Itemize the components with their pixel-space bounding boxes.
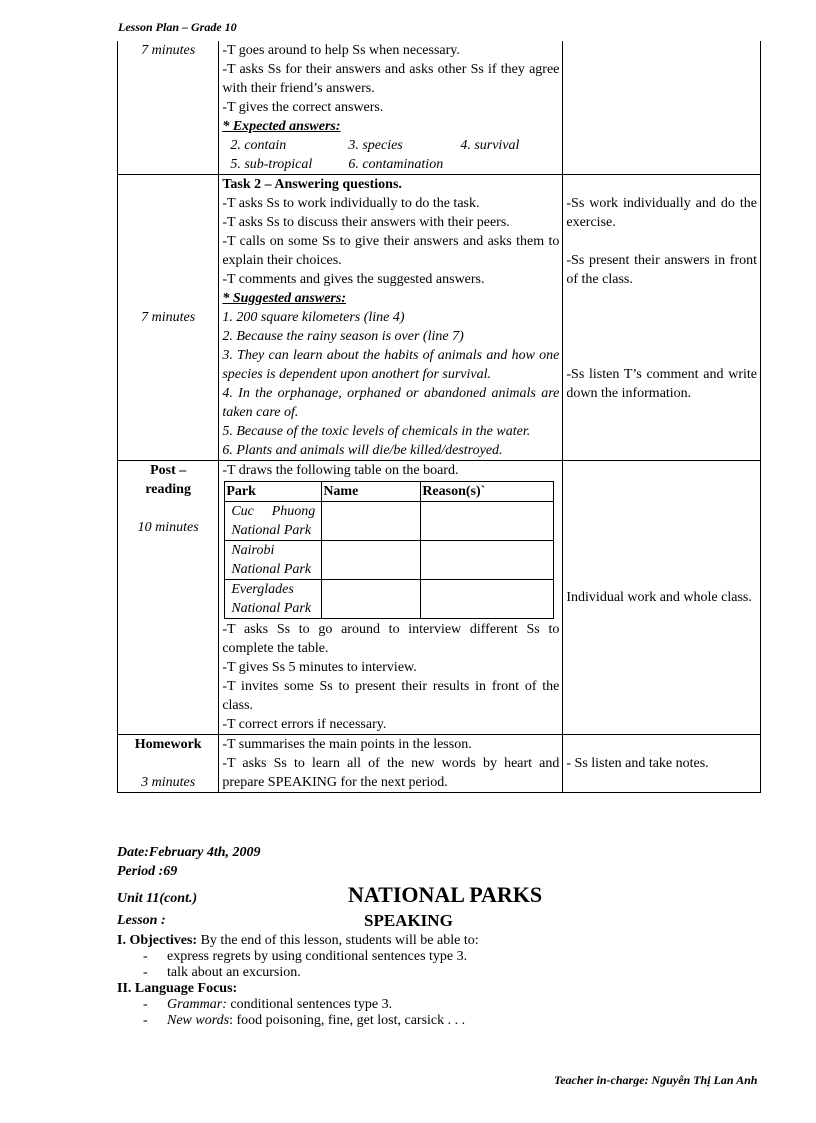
date-line: Date:February 4th, 2009 (117, 845, 261, 860)
words-label: New words (167, 1013, 230, 1028)
page-footer: Teacher in-charge: Nguyễn Thị Lan Anh (554, 1073, 758, 1087)
student-activity: - Ss listen and take notes. (566, 756, 709, 771)
answers-label: * Expected answers: (222, 119, 341, 134)
column-header: Name (322, 482, 421, 502)
student-cell (563, 735, 761, 793)
time-label: 10 minutes (137, 520, 199, 535)
unit-line: Unit 11(cont.) (117, 891, 198, 906)
stage-cell (118, 735, 219, 793)
lesson-table (117, 41, 761, 793)
page-title: NATIONAL PARKS (348, 882, 543, 907)
page-header: Lesson Plan – Grade 10 (118, 20, 237, 34)
answers-line: 2. contain 3. species 4. survival (230, 138, 520, 153)
activity-line: -T calls on some Ss to give their answers and asks them to explain their choices. (222, 234, 560, 268)
table-row (225, 502, 554, 541)
answers-line: 5. sub-tropical 6. contamination (230, 157, 444, 172)
park-name: Everglades National Park (225, 580, 322, 619)
objective-item: express regrets by using conditional sentences type 3. (167, 949, 468, 964)
stage-cell (118, 461, 219, 735)
time-cell (118, 41, 219, 175)
table-row (118, 175, 761, 461)
answer-line: 1. 200 square kilometers (line 4) (222, 310, 405, 325)
page-subtitle: SPEAKING (364, 911, 453, 930)
period-line: Period :69 (117, 864, 178, 879)
objectives-section: I. Objectives: By the end of this lesson, students will be able to: - express regrets by using conditional sentences type 3. - talk about an excursion. II. Language Focus: - Grammar: conditional sentences type 3. - New words: food poisoning, fine, get lost, carsick . . . (117, 933, 757, 1029)
activity-line: -T asks Ss to learn all of the new words by heart and prepare SPEAKING for the next period. (222, 756, 560, 790)
activity-line: -T correct errors if necessary. (222, 717, 387, 732)
table-row (118, 461, 761, 735)
table-row (118, 41, 761, 175)
student-cell (563, 461, 761, 735)
objective-item: talk about an excursion. (167, 965, 301, 980)
teacher-cell (219, 461, 563, 735)
activity-line: -T draws the following table on the board. (222, 463, 459, 478)
table-row (225, 541, 554, 580)
grammar-text: conditional sentences type 3. (230, 997, 393, 1012)
student-activity: Individual work and whole class. (566, 590, 752, 605)
grammar-label: Grammar: (167, 997, 227, 1012)
park-name: Nairobi National Park (225, 541, 322, 580)
stage-label: Homework (134, 737, 202, 752)
answer-line: 4. In the orphanage, orphaned or abandoned animals are taken care of. (222, 386, 560, 420)
answer-line: 6. Plants and animals will die/be killed/destroyed. (222, 443, 503, 458)
student-cell (563, 41, 761, 175)
answer-line: 3. They can learn about the habits of animals and how one species is dependent upon anothert for survival. (222, 348, 560, 382)
answer-line: 5. Because of the toxic levels of chemicals in the water. (222, 424, 531, 439)
table-row (118, 735, 761, 793)
words-text: : food poisoning, fine, get lost, carsick . . . (229, 1013, 466, 1028)
activity-line: -T comments and gives the suggested answers. (222, 272, 485, 287)
activity-line: -T asks Ss to discuss their answers with their peers. (222, 215, 510, 230)
student-cell (563, 175, 761, 461)
teacher-cell (219, 735, 563, 793)
time-label: 7 minutes (141, 43, 196, 58)
activity-line: -T gives the correct answers. (222, 100, 384, 115)
activity-line: -T asks Ss to go around to interview different Ss to complete the table. (222, 622, 560, 656)
student-activity: -Ss work individually and do the exercise. (566, 196, 757, 230)
lesson-label: Lesson : (117, 913, 166, 928)
student-activity: -Ss present their answers in front of the class. (566, 253, 757, 287)
activity-line: -T asks Ss for their answers and asks other Ss if they agree with their friend’s answers. (222, 62, 560, 96)
interview-table (224, 481, 554, 619)
answer-line: 2. Because the rainy season is over (line 7) (222, 329, 464, 344)
time-cell: 7 minutes (118, 175, 219, 461)
column-header: Reason(s)` (421, 482, 554, 502)
focus-label: II. Language Focus: (117, 981, 238, 996)
column-header: Park (225, 482, 322, 502)
time-label: 3 minutes (141, 775, 196, 790)
activity-line: -T gives Ss 5 minutes to interview. (222, 660, 417, 675)
activity-line: -T invites some Ss to present their results in front of the class. (222, 679, 560, 713)
answers-label: * Suggested answers: (222, 291, 346, 306)
stage-label: Post – reading (145, 463, 191, 497)
objectives-text: By the end of this lesson, students will be able to: (200, 933, 479, 948)
student-activity: -Ss listen T’s comment and write down the information. (566, 367, 757, 401)
task-title: Task 2 – Answering questions. (222, 177, 402, 192)
activity-line: -T asks Ss to work individually to do the task. (222, 196, 480, 211)
teacher-cell (219, 175, 563, 461)
activity-line: -T summarises the main points in the lesson. (222, 737, 472, 752)
park-name: Cuc Phuong National Park (225, 502, 322, 541)
table-row (225, 580, 554, 619)
activity-line: -T goes around to help Ss when necessary. (222, 43, 460, 58)
objectives-label: I. Objectives: (117, 933, 198, 948)
teacher-cell (219, 41, 563, 175)
